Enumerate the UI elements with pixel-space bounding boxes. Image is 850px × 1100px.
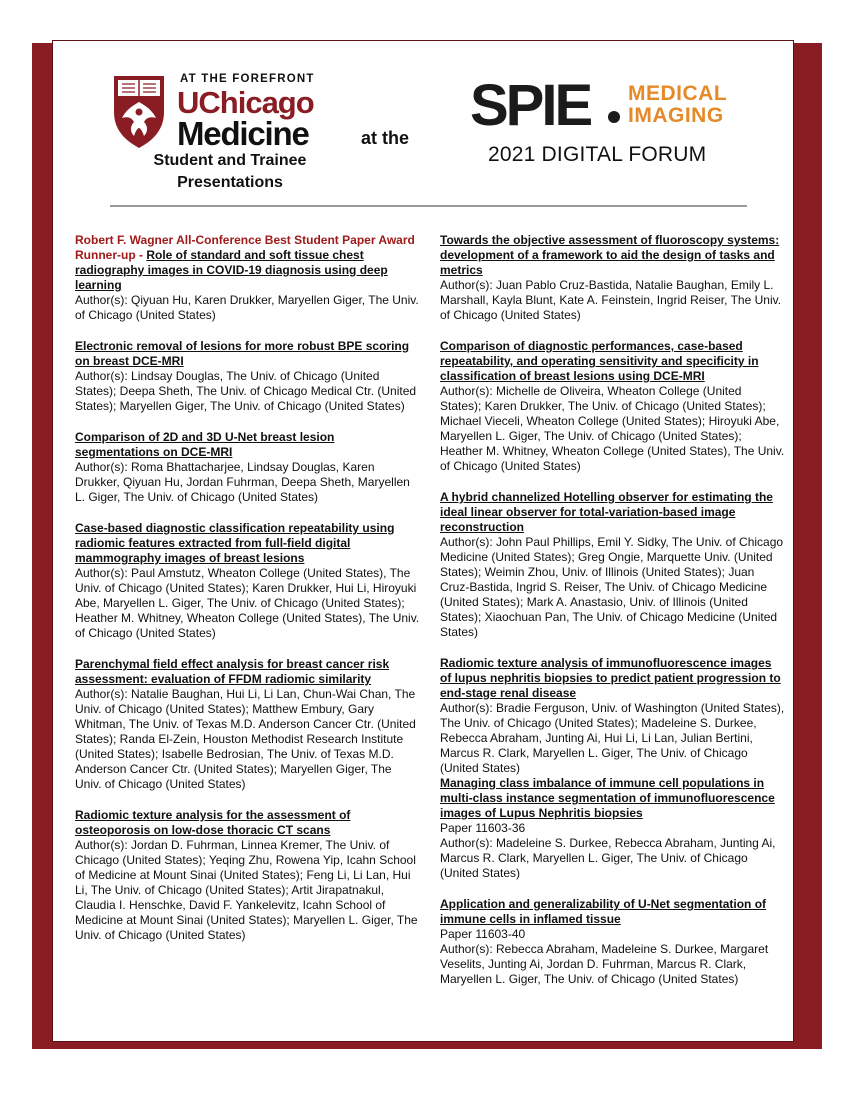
presentation-title: Parenchymal field effect analysis for breast cancer risk assessment: evaluation of FFDM radiomic similarity	[75, 657, 390, 686]
award-label: Robert F. Wagner All-Conference Best Student Paper Award Runner-up -	[75, 233, 415, 262]
uchicago-name: UChicago	[177, 85, 314, 120]
left-column	[75, 233, 420, 959]
presentation-entry	[440, 776, 785, 881]
presentation-authors: Author(s): Roma Bhattacharjee, Lindsay Douglas, Karen Drukker, Qiyuan Hu, Jordan Fuhrman, Deepa Sheth, Maryellen L. Giger, The Univ. of Chicago (United States)	[75, 460, 410, 504]
uchicago-crest-icon	[110, 72, 168, 150]
forum-title: 2021 DIGITAL FORUM	[488, 143, 707, 166]
presentation-authors: Author(s): Michelle de Oliveira, Wheaton College (United States); Karen Drukker, The Univ. of Chicago (United States); Michael Vieceli, Wheaton College (United States); Hiroyuki Abe, Maryellen L. Giger, The Univ. of Chicago (United States); Heather M. Whitney, Wheaton College (United States), The Univ. of Chicago (United States)	[440, 384, 785, 473]
presentation-authors: Author(s): John Paul Phillips, Emil Y. Sidky, The Univ. of Chicago Medicine (United States); Greg Ongie, Marquette Univ. (United States); Weimin Zhou, Univ. of Illinois (United States); Juan Cruz-Bastida, Ingrid S. Reiser, The Univ. of Chicago Medicine (United States); Mark A. Anastasio, Univ. of Illinois (United States); Xiaochuan Pan, The Univ. of Chicago Medicine (United States)	[440, 535, 784, 639]
paper-number: Paper 11603-36	[440, 821, 526, 835]
presentation-entry	[75, 233, 420, 323]
presentation-entry	[75, 339, 420, 414]
presentation-title: Managing class imbalance of immune cell populations in multi-class instance segmentation of immunofluorescence images of Lupus Nephritis biopsies	[440, 776, 775, 820]
presentation-authors: Author(s): Natalie Baughan, Hui Li, Li Lan, Chun-Wai Chan, The Univ. of Chicago (United States); Matthew Embury, Gary Whitman, The Univ. of Texas M.D. Anderson Cancer Ctr. (United States); Randa El-Zein, Houston Methodist Research Institute (United States); Isabelle Bedrosian, The Univ. of Texas M.D. Anderson Cancer Ctr. (United States); Maryellen Giger, The Univ. of Chicago (United States)	[75, 687, 416, 791]
page-subtitle	[110, 150, 350, 194]
presentation-entry	[440, 656, 785, 776]
presentation-title: Radiomic texture analysis for the assessment of osteoporosis on low-dose thoracic CT scans	[75, 808, 351, 837]
presentation-authors: Author(s): Lindsay Douglas, The Univ. of Chicago (United States); Deepa Sheth, The Univ. of Chicago Medical Ctr. (United States); Maryellen Giger, The Univ. of Chicago (United States)	[75, 369, 417, 413]
presentation-title: Application and generalizability of U-Net segmentation of immune cells in inflamed tissue	[440, 897, 767, 926]
paper-number: Paper 11603-40	[440, 927, 526, 941]
presentation-title: Comparison of 2D and 3D U-Net breast lesion segmentations on DCE-MRI	[75, 430, 335, 459]
spie-dot-icon	[608, 111, 620, 123]
subtitle-line-1: Student and Trainee	[153, 152, 307, 169]
presentation-authors: Author(s): Qiyuan Hu, Karen Drukker, Maryellen Giger, The Univ. of Chicago (United States)	[75, 293, 419, 322]
presentation-entry	[75, 521, 420, 641]
presentation-title: Electronic removal of lesions for more robust BPE scoring on breast DCE-MRI	[75, 339, 410, 368]
header-divider	[110, 205, 747, 207]
presentation-title: Role of standard and soft tissue chest radiography images in COVID-19 diagnosis using deep learning	[75, 248, 388, 292]
presentation-authors: Author(s): Madeleine S. Durkee, Rebecca Abraham, Junting Ai, Marcus R. Clark, Maryellen L. Giger, The Univ. of Chicago (United States)	[440, 836, 776, 880]
spie-imaging-text: IMAGING	[628, 104, 724, 127]
presentation-title: A hybrid channelized Hotelling observer for estimating the ideal linear observer for total-variation-based image reconstruction	[440, 490, 773, 534]
spie-medical-text: MEDICAL	[628, 82, 728, 105]
presentation-title: Towards the objective assessment of fluoroscopy systems: development of a framework to aid the design of tasks and metrics	[440, 233, 780, 277]
presentation-entry	[440, 490, 785, 640]
uchicago-medicine-logo	[110, 72, 325, 152]
presentation-authors: Author(s): Jordan D. Fuhrman, Linnea Kremer, The Univ. of Chicago (United States); Yeqing Zhu, Rowena Yip, Icahn School of Medicine at Mount Sinai (United States); Feng Li, Li Lan, Hui Li, The Univ. of Chicago (United States); Artit Jirapatnakul, Claudia I. Henschke, David F. Yankelevitz, Icahn School of Medicine at Mount Sinai (United States); Maryellen L. Giger, The Univ. of Chicago (United States)	[75, 838, 418, 942]
presentation-authors: Author(s): Juan Pablo Cruz-Bastida, Natalie Baughan, Emily L. Marshall, Kayla Blunt, Kate A. Feinstein, Ingrid Reiser, The Univ. of Chicago (United States)	[440, 278, 782, 322]
presentation-authors: Author(s): Bradie Ferguson, Univ. of Washington (United States), The Univ. of Chicago (United States); Madeleine S. Durkee, Rebecca Abraham, Junting Ai, Hui Li, Li Lan, Julian Bertini, Marcus R. Clark, Maryellen L. Giger, The Univ. of Chicago (United States)	[440, 701, 785, 775]
presentation-entry	[75, 430, 420, 505]
right-column	[440, 233, 785, 1003]
presentation-title: Comparison of diagnostic performances, case-based repeatability, and operating sensitivity and specificity in classification of breast lesions using DCE-MRI	[440, 339, 759, 383]
presentation-entry	[440, 897, 785, 987]
presentation-title: Radiomic texture analysis of immunofluorescence images of lupus nephritis biopsies to predict patient progression to end-stage renal disease	[440, 656, 781, 700]
presentation-title: Case-based diagnostic classification repeatability using radiomic features extracted from full-field digital mammography images of breast lesions	[75, 521, 395, 565]
presentation-entry	[75, 808, 420, 943]
presentation-authors: Author(s): Rebecca Abraham, Madeleine S. Durkee, Margaret Veselits, Junting Ai, Jordan D. Fuhrman, Marcus R. Clark, Maryellen L. Giger, The Univ. of Chicago (United States)	[440, 942, 769, 986]
presentation-entry	[440, 339, 785, 474]
connector-text: at the	[361, 128, 410, 148]
uchicago-medicine-word: Medicine	[177, 115, 309, 152]
presentation-entry	[75, 657, 420, 792]
uchicago-tagline: AT THE FOREFRONT	[180, 73, 315, 85]
presentation-entry	[440, 233, 785, 323]
presentation-authors: Author(s): Paul Amstutz, Wheaton College (United States), The Univ. of Chicago (United States); Karen Drukker, Hui Li, Hiroyuki Abe, Maryellen L. Giger, The Univ. of Chicago (United States); Heather M. Whitney, Wheaton College (United States), The Univ. of Chicago (United States)	[75, 566, 420, 640]
subtitle-line-2: Presentations	[177, 174, 283, 191]
spie-wordmark: SPIE	[470, 73, 591, 138]
